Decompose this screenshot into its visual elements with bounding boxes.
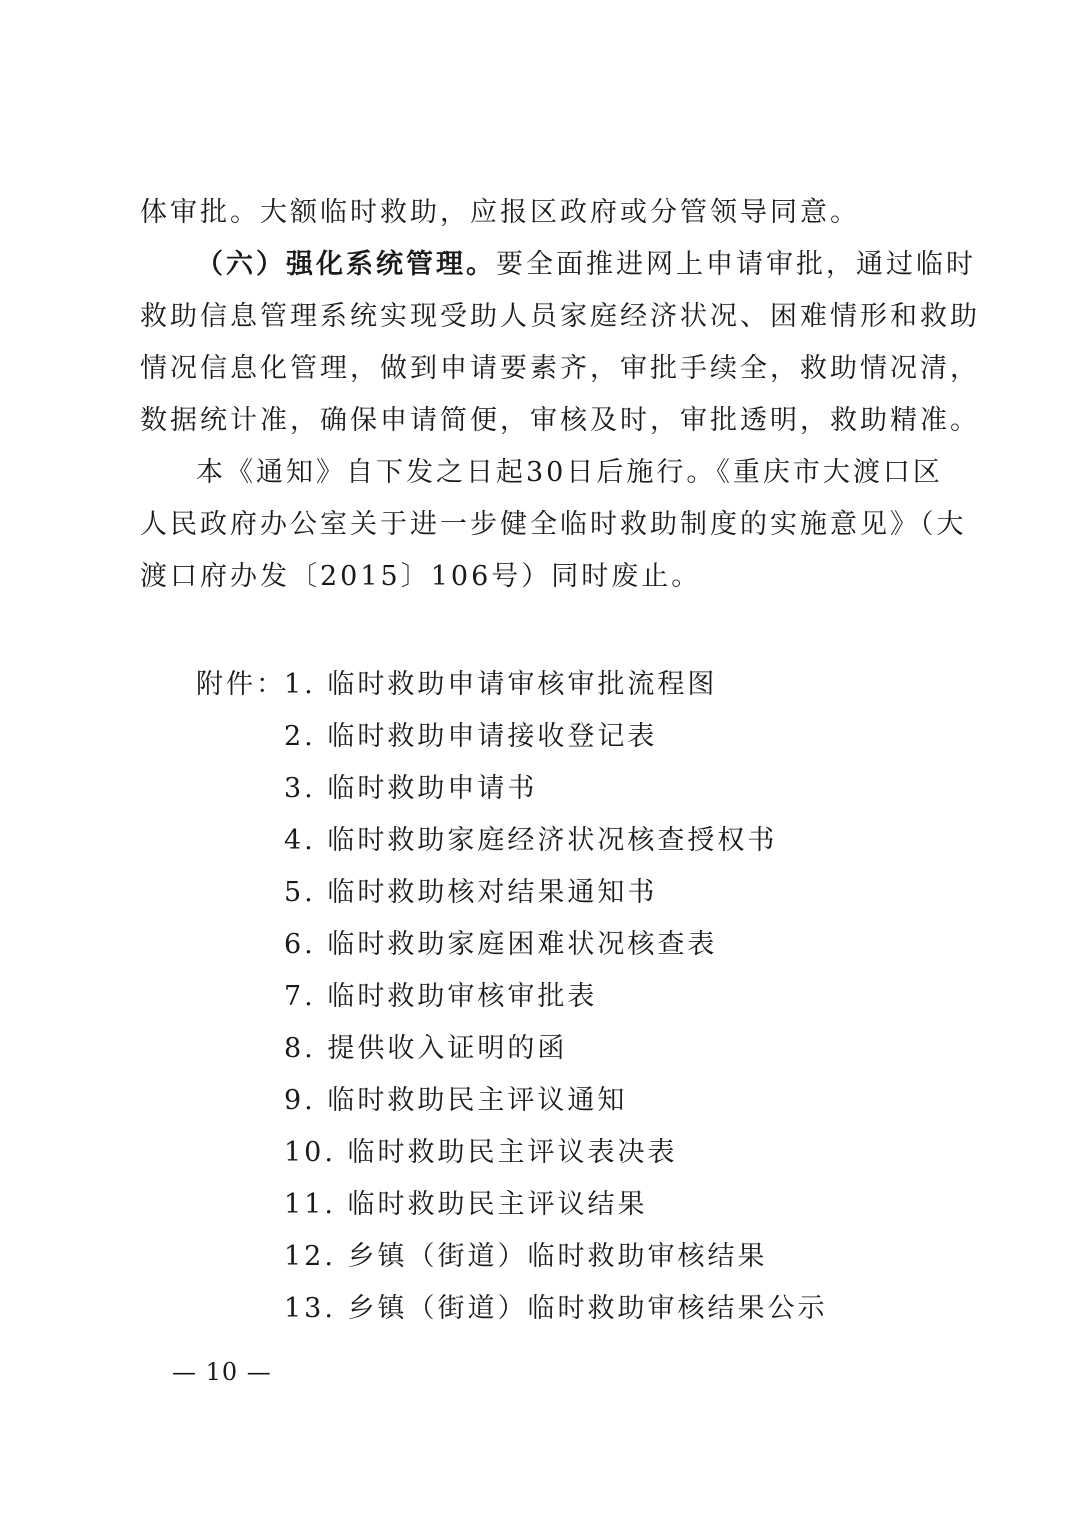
body-line-2	[196, 247, 996, 283]
body-line-4: 情况信息化管理，做到申请要素齐，审批手续全，救助情况清，	[140, 353, 980, 384]
attachment-item: 1. 临时救助申请审核审批流程图	[284, 669, 718, 700]
section-six-heading: （六）强化系统管理。	[196, 249, 496, 280]
attachments-label: 附件：	[196, 669, 286, 700]
body-line-5: 数据统计准，确保申请简便，审核及时，审批透明，救助精准。	[140, 405, 980, 436]
attachment-item: 2. 临时救助申请接收登记表	[284, 721, 658, 752]
attachment-item: 10. 临时救助民主评议表决表	[284, 1137, 678, 1168]
body-line-8: 渡口府办发〔2015〕106号）同时废止。	[140, 561, 702, 592]
attachment-item: 8. 提供收入证明的函	[284, 1033, 568, 1064]
attachment-item: 4. 临时救助家庭经济状况核查授权书	[284, 825, 778, 856]
attachment-item: 6. 临时救助家庭困难状况核查表	[284, 929, 718, 960]
attachment-item: 12. 乡镇（街道）临时救助审核结果	[284, 1241, 768, 1272]
attachment-item: 3. 临时救助申请书	[284, 773, 538, 804]
attachment-item: 5. 临时救助核对结果通知书	[284, 877, 658, 908]
page-number: — 10 —	[172, 1358, 272, 1386]
attachment-item: 7. 临时救助审核审批表	[284, 981, 598, 1012]
attachment-item: 13. 乡镇（街道）临时救助审核结果公示	[284, 1293, 828, 1324]
attachment-item: 9. 临时救助民主评议通知	[284, 1085, 628, 1116]
body-line-6: 本《通知》自下发之日起30日后施行。《重庆市大渡口区	[196, 457, 943, 488]
attachment-item: 11. 临时救助民主评议结果	[284, 1189, 648, 1220]
body-line-3: 救助信息管理系统实现受助人员家庭经济状况、困难情形和救助	[140, 301, 980, 332]
section-six-text: 要全面推进网上申请审批，通过临时	[496, 249, 976, 280]
body-line-1: 体审批。大额临时救助，应报区政府或分管领导同意。	[140, 197, 860, 228]
body-line-7: 人民政府办公室关于进一步健全临时救助制度的实施意见》（大	[140, 509, 967, 540]
